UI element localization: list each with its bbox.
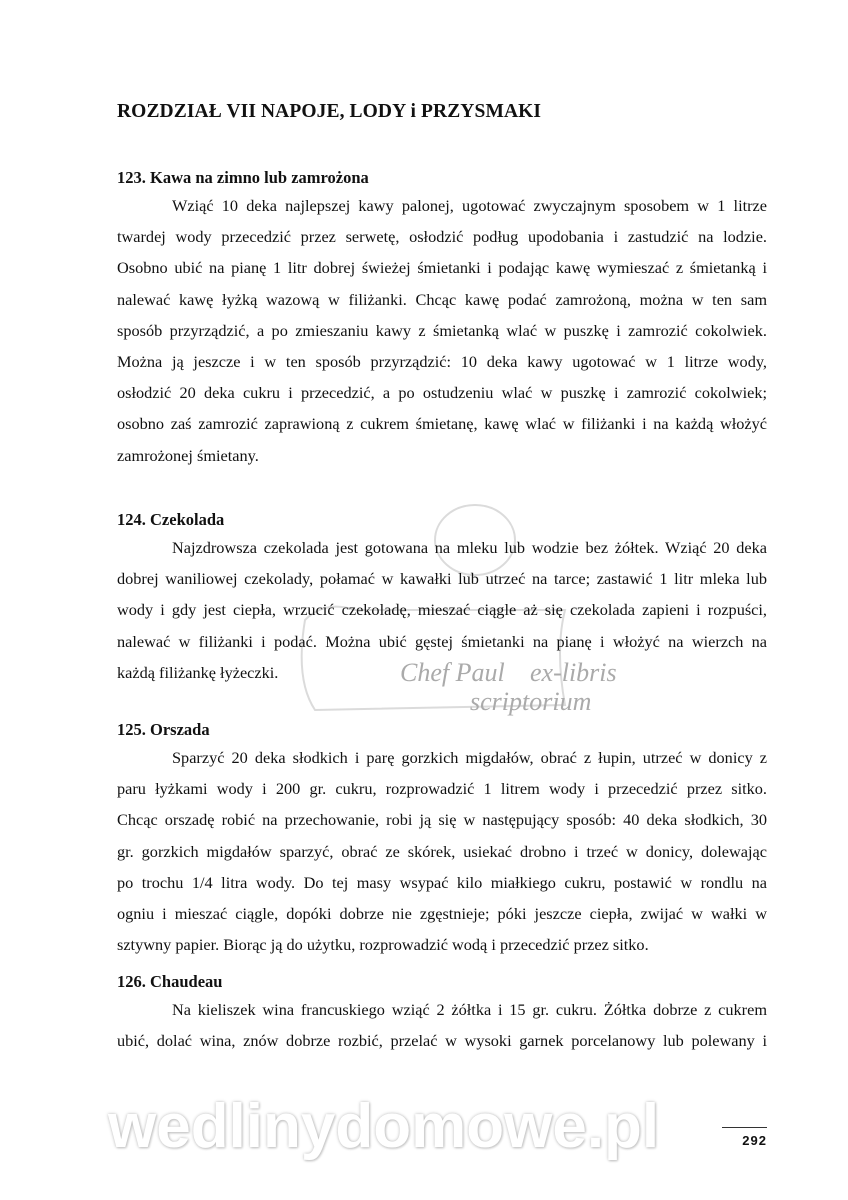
- page-number: 292: [742, 1133, 767, 1148]
- text-line: nalewać kawę łyżką wazową w filiżanki. Chcąc kawę podać zamrożoną, można w ten sam: [117, 289, 767, 309]
- text-line: ubić, dolać wina, znów dobrze rozbić, przelać w wysoki garnek porcelanowy lub polewany i: [117, 1031, 767, 1051]
- recipe-heading: 126. Chaudeau: [117, 972, 223, 991]
- recipe-124: [117, 508, 767, 688]
- text-line: Sparzyć 20 deka słodkich i parę gorzkich migdałów, obrać z łupin, utrzeć w donicy z: [172, 748, 767, 767]
- recipe-126: [117, 970, 767, 1056]
- text-line: Na kieliszek wina francuskiego wziąć 2 żółtka i 15 gr. cukru. Żółtka dobrze z cukrem: [172, 1000, 767, 1019]
- recipe-123: [117, 166, 767, 471]
- text-line: Wziąć 10 deka najlepszej kawy palonej, ugotować zwyczajnym sposobem w 1 litrze: [172, 196, 767, 215]
- text-line: zamrożonej śmietany.: [117, 445, 259, 465]
- recipe-125: [117, 718, 767, 960]
- text-line: sztywny papier. Biorąc ją do użytku, rozprowadzić wodą i przecedzić przez sitko.: [117, 935, 649, 955]
- watermark: wedlinydomowe.pl: [108, 1092, 660, 1161]
- chapter-title: ROZDZIAŁ VII NAPOJE, LODY i PRZYSMAKI: [117, 101, 542, 122]
- text-line: ogniu i mieszać ciągle, dopóki dobrze nie zgęstnieje; póki jeszcze ciepła, zwijać w wałki w: [117, 903, 767, 923]
- text-line: Osobno ubić na pianę 1 litr dobrej świeżej śmietanki i podając kawę wymieszać z śmietanką i: [117, 258, 767, 278]
- text-line: Chcąc orszadę robić na przechowanie, robi ją się w następujący sposób: 40 deka słodkich, 30: [117, 810, 767, 830]
- text-line: dobrej waniliowej czekolady, połamać w kawałki lub utrzeć na tarce; zastawić 1 litr mleka lub: [117, 569, 767, 589]
- text-line: Można ją jeszcze i w ten sposób przyrządzić: 10 deka kawy ugotować w 1 litrze wody,: [117, 351, 767, 371]
- text-line: nalewać w filiżanki i podać. Można ubić gęstej śmietanki na pianę i włożyć na wierzch na: [117, 631, 767, 651]
- text-line: gr. gorzkich migdałów sparzyć, obrać ze skórek, usiekać drobno i trzeć w donicy, dolewając: [117, 841, 767, 861]
- text-line: wody i gdy jest ciepła, wrzucić czekoladę, mieszać ciągle aż się czekolada zapieni i rozpuści,: [117, 600, 767, 620]
- text-line: osobno zaś zamrozić zaprawioną z cukrem śmietanę, kawę wlać w filiżanki i na każdą włożyć: [117, 414, 767, 434]
- stamp-text-1: Chef Paul: [400, 658, 505, 687]
- recipe-heading: 123. Kawa na zimno lub zamrożona: [117, 168, 369, 187]
- text-line: Najzdrowsza czekolada jest gotowana na mleku lub wodzie bez żółtek. Wziąć 20 deka: [172, 538, 767, 557]
- text-line: sposób przyrządzić, a po zmieszaniu kawy z śmietanką wlać w puszkę i zamrozić cokolwiek.: [117, 320, 767, 340]
- text-line: po trochu 1/4 litra wody. Do tej masy wsypać kilo miałkiego cukru, postawić w rondlu na: [117, 872, 767, 892]
- text-line: paru łyżkami wody i 200 gr. cukru, rozprowadzić 1 litrem wody i przecedzić przez sitko.: [117, 779, 767, 799]
- stamp-text-3: scriptorium: [470, 687, 592, 716]
- footer-rule: [722, 1127, 767, 1128]
- text-line: osłodzić 20 deka cukru i przecedzić, a po ostudzeniu wlać w puszkę i zamrozić cokolwiek;: [117, 383, 767, 403]
- stamp-text-2: ex-libris: [530, 658, 617, 687]
- text-line: twardej wody przecedzić przez serwetę, osłodzić podług upodobania i zastudzić na lodzie.: [117, 227, 767, 247]
- recipe-heading: 125. Orszada: [117, 720, 210, 739]
- text-line: każdą filiżankę łyżeczki.: [117, 662, 279, 682]
- recipe-heading: 124. Czekolada: [117, 510, 225, 529]
